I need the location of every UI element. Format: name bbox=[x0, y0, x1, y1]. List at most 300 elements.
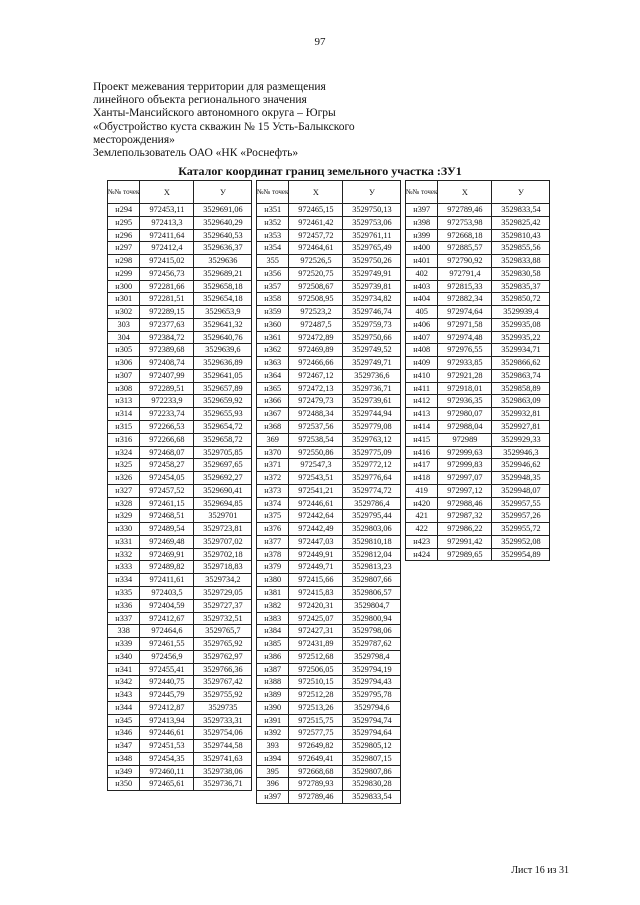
cell-point: н364 bbox=[257, 369, 289, 382]
cell-y: 3529957,55 bbox=[492, 497, 550, 510]
table-row bbox=[406, 523, 550, 536]
cell-y: 3529746,74 bbox=[343, 306, 401, 319]
cell-y: 3529753,06 bbox=[343, 216, 401, 229]
cell-x: 972506,05 bbox=[289, 663, 343, 676]
table-row bbox=[257, 459, 401, 472]
cell-point: н373 bbox=[257, 484, 289, 497]
cell-x: 972442,49 bbox=[289, 523, 343, 536]
cell-point: н387 bbox=[257, 663, 289, 676]
table-row bbox=[257, 561, 401, 574]
table-row bbox=[108, 382, 252, 395]
cell-y: 3529935,08 bbox=[492, 318, 550, 331]
cell-y: 3529655,93 bbox=[194, 408, 252, 421]
cell-point: 393 bbox=[257, 740, 289, 753]
cell-point: 395 bbox=[257, 765, 289, 778]
table-row bbox=[108, 548, 252, 561]
cell-point: н389 bbox=[257, 689, 289, 702]
cell-x: 972456,73 bbox=[140, 267, 194, 280]
cell-point: н385 bbox=[257, 638, 289, 651]
cell-point: н366 bbox=[257, 395, 289, 408]
cell-x: 972649,82 bbox=[289, 740, 343, 753]
cell-x: 972988,46 bbox=[438, 497, 492, 510]
cell-x: 972991,42 bbox=[438, 535, 492, 548]
cell-y: 3529657,89 bbox=[194, 382, 252, 395]
cell-point: н357 bbox=[257, 280, 289, 293]
cell-point: н302 bbox=[108, 306, 140, 319]
cell-x: 972933,85 bbox=[438, 357, 492, 370]
cell-y: 3529810,18 bbox=[343, 535, 401, 548]
table-row bbox=[406, 344, 550, 357]
cell-y: 3529794,6 bbox=[343, 701, 401, 714]
cell-y: 3529738,06 bbox=[194, 765, 252, 778]
cell-y: 3529754,06 bbox=[194, 727, 252, 740]
table-row bbox=[257, 446, 401, 459]
cell-y: 3529723,81 bbox=[194, 523, 252, 536]
cell-point: 355 bbox=[257, 255, 289, 268]
cell-point: н363 bbox=[257, 357, 289, 370]
cell-point: 369 bbox=[257, 433, 289, 446]
table-row bbox=[406, 548, 550, 561]
cell-y: 3529833,88 bbox=[492, 255, 550, 268]
cell-x: 972445,79 bbox=[140, 689, 194, 702]
cell-x: 972469,91 bbox=[140, 548, 194, 561]
cell-y: 3529636,89 bbox=[194, 357, 252, 370]
cell-point: 396 bbox=[257, 778, 289, 791]
cell-y: 3529653,9 bbox=[194, 306, 252, 319]
cell-x: 972999,63 bbox=[438, 446, 492, 459]
cell-x: 972510,15 bbox=[289, 676, 343, 689]
table-row bbox=[257, 267, 401, 280]
cell-point: н348 bbox=[108, 752, 140, 765]
cell-x: 972472,89 bbox=[289, 331, 343, 344]
cell-y: 3529787,62 bbox=[343, 638, 401, 651]
cell-y: 3529767,42 bbox=[194, 676, 252, 689]
cell-point: н391 bbox=[257, 714, 289, 727]
cell-point: н344 bbox=[108, 701, 140, 714]
table-row bbox=[108, 472, 252, 485]
cell-x: 972449,91 bbox=[289, 548, 343, 561]
cell-y: 3529697,65 bbox=[194, 459, 252, 472]
table-row bbox=[406, 318, 550, 331]
cell-y: 3529794,19 bbox=[343, 663, 401, 676]
cell-y: 3529946,62 bbox=[492, 459, 550, 472]
table-row bbox=[108, 689, 252, 702]
cell-point: н412 bbox=[406, 395, 438, 408]
table-row bbox=[257, 689, 401, 702]
cell-x: 972420,31 bbox=[289, 599, 343, 612]
col-header-point: №№ точек bbox=[108, 181, 140, 204]
cell-y: 3529774,72 bbox=[343, 484, 401, 497]
cell-x: 972489,54 bbox=[140, 523, 194, 536]
cell-x: 972472,13 bbox=[289, 382, 343, 395]
cell-y: 3529750,26 bbox=[343, 255, 401, 268]
cell-x: 972465,15 bbox=[289, 204, 343, 217]
cell-y: 3529765,7 bbox=[194, 625, 252, 638]
cell-x: 972404,59 bbox=[140, 599, 194, 612]
cell-y: 3529779,08 bbox=[343, 421, 401, 434]
cell-y: 3529689,21 bbox=[194, 267, 252, 280]
cell-x: 972986,22 bbox=[438, 523, 492, 536]
table-row bbox=[108, 727, 252, 740]
table-row bbox=[406, 421, 550, 434]
cell-x: 972988,04 bbox=[438, 421, 492, 434]
cell-x: 972469,89 bbox=[289, 344, 343, 357]
cell-x: 972411,61 bbox=[140, 574, 194, 587]
cell-x: 972457,52 bbox=[140, 484, 194, 497]
cell-x: 972520,75 bbox=[289, 267, 343, 280]
cell-x: 972513,26 bbox=[289, 701, 343, 714]
cell-x: 972442,64 bbox=[289, 510, 343, 523]
cell-x: 972479,73 bbox=[289, 395, 343, 408]
cell-point: н423 bbox=[406, 535, 438, 548]
col-header-y: У bbox=[194, 181, 252, 204]
table-row bbox=[108, 676, 252, 689]
cell-point: н399 bbox=[406, 229, 438, 242]
table-row bbox=[108, 267, 252, 280]
cell-y: 3529812,04 bbox=[343, 548, 401, 561]
table-row bbox=[108, 369, 252, 382]
table-row bbox=[108, 204, 252, 217]
cell-x: 972997,12 bbox=[438, 484, 492, 497]
cell-point: н360 bbox=[257, 318, 289, 331]
cell-x: 972415,02 bbox=[140, 255, 194, 268]
cell-y: 3529807,66 bbox=[343, 574, 401, 587]
cell-y: 3529690,41 bbox=[194, 484, 252, 497]
cell-y: 3529734,2 bbox=[194, 574, 252, 587]
cell-point: н371 bbox=[257, 459, 289, 472]
cell-y: 3529701 bbox=[194, 510, 252, 523]
table-row bbox=[406, 484, 550, 497]
cell-point: н361 bbox=[257, 331, 289, 344]
cell-y: 3529800,94 bbox=[343, 612, 401, 625]
table-row bbox=[108, 242, 252, 255]
table-row bbox=[257, 701, 401, 714]
cell-x: 972289,51 bbox=[140, 382, 194, 395]
cell-point: 405 bbox=[406, 306, 438, 319]
cell-point: н415 bbox=[406, 433, 438, 446]
cell-y: 3529736,6 bbox=[343, 369, 401, 382]
cell-y: 3529640,76 bbox=[194, 331, 252, 344]
cell-point: н411 bbox=[406, 382, 438, 395]
table-row bbox=[406, 535, 550, 548]
table-row bbox=[406, 395, 550, 408]
cell-y: 3529744,94 bbox=[343, 408, 401, 421]
cell-y: 3529833,54 bbox=[343, 791, 401, 804]
cell-x: 972885,57 bbox=[438, 242, 492, 255]
cell-y: 3529855,56 bbox=[492, 242, 550, 255]
cell-y: 3529640,53 bbox=[194, 229, 252, 242]
table-row bbox=[257, 357, 401, 370]
cell-y: 3529798,06 bbox=[343, 625, 401, 638]
cell-x: 972468,51 bbox=[140, 510, 194, 523]
cell-x: 972465,61 bbox=[140, 778, 194, 791]
table-row bbox=[406, 229, 550, 242]
table-row bbox=[108, 446, 252, 459]
cell-point: н414 bbox=[406, 421, 438, 434]
cell-y: 3529733,31 bbox=[194, 714, 252, 727]
cell-y: 3529806,57 bbox=[343, 586, 401, 599]
cell-y: 3529739,61 bbox=[343, 395, 401, 408]
cell-y: 3529641,32 bbox=[194, 318, 252, 331]
cell-point: н305 bbox=[108, 344, 140, 357]
table-row bbox=[257, 714, 401, 727]
cell-point: н370 bbox=[257, 446, 289, 459]
table-row bbox=[108, 778, 252, 791]
cell-x: 972668,18 bbox=[438, 229, 492, 242]
cell-point: н382 bbox=[257, 599, 289, 612]
cell-y: 3529786,4 bbox=[343, 497, 401, 510]
cell-point: н384 bbox=[257, 625, 289, 638]
cell-point: н365 bbox=[257, 382, 289, 395]
cell-point: н349 bbox=[108, 765, 140, 778]
table-row bbox=[108, 625, 252, 638]
table-row bbox=[257, 216, 401, 229]
cell-x: 972508,67 bbox=[289, 280, 343, 293]
table-row bbox=[257, 727, 401, 740]
cell-x: 972449,71 bbox=[289, 561, 343, 574]
cell-point: н327 bbox=[108, 484, 140, 497]
table-row bbox=[257, 497, 401, 510]
table-row bbox=[108, 331, 252, 344]
cell-y: 3529798,4 bbox=[343, 650, 401, 663]
header-line: «Обустройство куста скважин № 15 Усть-Балыкского bbox=[93, 120, 355, 133]
cell-point: н376 bbox=[257, 523, 289, 536]
cell-point: н401 bbox=[406, 255, 438, 268]
cell-x: 972523,2 bbox=[289, 306, 343, 319]
table-row bbox=[257, 395, 401, 408]
cell-point: н298 bbox=[108, 255, 140, 268]
cell-y: 3529761,11 bbox=[343, 229, 401, 242]
table-row bbox=[108, 229, 252, 242]
table-row bbox=[406, 369, 550, 382]
cell-point: н417 bbox=[406, 459, 438, 472]
cell-y: 3529744,58 bbox=[194, 740, 252, 753]
cell-point: н342 bbox=[108, 676, 140, 689]
table-row bbox=[257, 791, 401, 804]
cell-x: 972918,01 bbox=[438, 382, 492, 395]
cell-y: 3529955,72 bbox=[492, 523, 550, 536]
table-row bbox=[406, 216, 550, 229]
table-row bbox=[257, 676, 401, 689]
table-row bbox=[257, 421, 401, 434]
cell-point: 402 bbox=[406, 267, 438, 280]
cell-x: 972412,67 bbox=[140, 612, 194, 625]
cell-x: 972512,28 bbox=[289, 689, 343, 702]
table-row bbox=[257, 663, 401, 676]
cell-point: н337 bbox=[108, 612, 140, 625]
cell-y: 3529794,64 bbox=[343, 727, 401, 740]
table-row bbox=[406, 280, 550, 293]
cell-point: н386 bbox=[257, 650, 289, 663]
cell-x: 972997,07 bbox=[438, 472, 492, 485]
cell-point: н410 bbox=[406, 369, 438, 382]
cell-point: н326 bbox=[108, 472, 140, 485]
table-row bbox=[406, 446, 550, 459]
table-row bbox=[108, 663, 252, 676]
cell-point: н397 bbox=[257, 791, 289, 804]
cell-x: 972541,21 bbox=[289, 484, 343, 497]
cell-x: 972458,27 bbox=[140, 459, 194, 472]
cell-y: 3529727,37 bbox=[194, 599, 252, 612]
cell-y: 3529705,85 bbox=[194, 446, 252, 459]
table-row bbox=[108, 459, 252, 472]
cell-y: 3529763,12 bbox=[343, 433, 401, 446]
table-row bbox=[257, 280, 401, 293]
cell-x: 972377,63 bbox=[140, 318, 194, 331]
cell-x: 972451,53 bbox=[140, 740, 194, 753]
cell-x: 972431,89 bbox=[289, 638, 343, 651]
cell-x: 972999,83 bbox=[438, 459, 492, 472]
cell-x: 972543,51 bbox=[289, 472, 343, 485]
table-row bbox=[406, 497, 550, 510]
cell-x: 972974,64 bbox=[438, 306, 492, 319]
cell-y: 3529863,09 bbox=[492, 395, 550, 408]
cell-y: 3529866,62 bbox=[492, 357, 550, 370]
cell-point: н316 bbox=[108, 433, 140, 446]
cell-point: н352 bbox=[257, 216, 289, 229]
table-row bbox=[108, 255, 252, 268]
cell-x: 972668,68 bbox=[289, 765, 343, 778]
cell-point: н400 bbox=[406, 242, 438, 255]
header-line: Проект межевания территории для размещения bbox=[93, 81, 326, 93]
cell-y: 3529734,82 bbox=[343, 293, 401, 306]
cell-x: 972461,55 bbox=[140, 638, 194, 651]
table-header-row bbox=[406, 181, 550, 204]
cell-point: н299 bbox=[108, 267, 140, 280]
cell-point: н331 bbox=[108, 535, 140, 548]
header-line: линейного объекта регионального значения bbox=[93, 94, 307, 107]
cell-x: 972403,5 bbox=[140, 586, 194, 599]
table-row bbox=[257, 331, 401, 344]
cell-x: 972789,93 bbox=[289, 778, 343, 791]
cell-y: 3529858,89 bbox=[492, 382, 550, 395]
cell-y: 3529694,85 bbox=[194, 497, 252, 510]
cell-x: 972790,92 bbox=[438, 255, 492, 268]
cell-x: 972281,51 bbox=[140, 293, 194, 306]
cell-x: 972987,32 bbox=[438, 510, 492, 523]
table-row bbox=[257, 242, 401, 255]
table-row bbox=[406, 510, 550, 523]
table-row bbox=[257, 778, 401, 791]
cell-point: н377 bbox=[257, 535, 289, 548]
cell-point: н295 bbox=[108, 216, 140, 229]
cell-point: н340 bbox=[108, 650, 140, 663]
table-row bbox=[108, 497, 252, 510]
cell-x: 972538,54 bbox=[289, 433, 343, 446]
table-row bbox=[257, 574, 401, 587]
cell-y: 3529749,71 bbox=[343, 357, 401, 370]
cell-point: н408 bbox=[406, 344, 438, 357]
cell-point: н351 bbox=[257, 204, 289, 217]
cell-x: 972464,61 bbox=[289, 242, 343, 255]
cell-y: 3529807,15 bbox=[343, 752, 401, 765]
table-row bbox=[108, 752, 252, 765]
cell-x: 972577,75 bbox=[289, 727, 343, 740]
cell-point: н380 bbox=[257, 574, 289, 587]
cell-x: 972488,34 bbox=[289, 408, 343, 421]
cell-x: 972460,11 bbox=[140, 765, 194, 778]
cell-point: н335 bbox=[108, 586, 140, 599]
table-row bbox=[257, 229, 401, 242]
table-row bbox=[257, 535, 401, 548]
cell-point: н347 bbox=[108, 740, 140, 753]
cell-x: 972412,4 bbox=[140, 242, 194, 255]
table-row bbox=[257, 382, 401, 395]
table-row bbox=[108, 561, 252, 574]
table-row bbox=[257, 204, 401, 217]
cell-x: 972281,66 bbox=[140, 280, 194, 293]
cell-y: 3529765,92 bbox=[194, 638, 252, 651]
cell-y: 3529807,86 bbox=[343, 765, 401, 778]
cell-x: 972447,03 bbox=[289, 535, 343, 548]
table-row bbox=[406, 204, 550, 217]
cell-point: н403 bbox=[406, 280, 438, 293]
cell-y: 3529659,92 bbox=[194, 395, 252, 408]
cell-y: 3529749,52 bbox=[343, 344, 401, 357]
cell-point: н379 bbox=[257, 561, 289, 574]
cell-point: н297 bbox=[108, 242, 140, 255]
table-header-row bbox=[257, 181, 401, 204]
cell-x: 972547,3 bbox=[289, 459, 343, 472]
cell-y: 3529804,7 bbox=[343, 599, 401, 612]
table-row bbox=[108, 510, 252, 523]
cell-x: 972384,72 bbox=[140, 331, 194, 344]
cell-point: н383 bbox=[257, 612, 289, 625]
cell-y: 3529813,23 bbox=[343, 561, 401, 574]
table-row bbox=[406, 357, 550, 370]
cell-y: 3529935,22 bbox=[492, 331, 550, 344]
cell-point: н294 bbox=[108, 204, 140, 217]
table-row bbox=[257, 523, 401, 536]
cell-y: 3529658,72 bbox=[194, 433, 252, 446]
cell-point: н339 bbox=[108, 638, 140, 651]
cell-x: 972487,5 bbox=[289, 318, 343, 331]
cell-point: н315 bbox=[108, 421, 140, 434]
catalog-title: Каталог координат границ земельного участка :ЗУ1 bbox=[178, 164, 462, 178]
table-row bbox=[257, 472, 401, 485]
cell-point: н407 bbox=[406, 331, 438, 344]
cell-point: н324 bbox=[108, 446, 140, 459]
table-row bbox=[108, 586, 252, 599]
table-row bbox=[406, 255, 550, 268]
cell-x: 972550,86 bbox=[289, 446, 343, 459]
cell-x: 972413,94 bbox=[140, 714, 194, 727]
cell-point: 304 bbox=[108, 331, 140, 344]
cell-point: н343 bbox=[108, 689, 140, 702]
cell-point: н332 bbox=[108, 548, 140, 561]
cell-x: 972456,9 bbox=[140, 650, 194, 663]
cell-y: 3529732,51 bbox=[194, 612, 252, 625]
table-row bbox=[108, 650, 252, 663]
table-row bbox=[406, 306, 550, 319]
table-row bbox=[108, 740, 252, 753]
cell-point: н374 bbox=[257, 497, 289, 510]
table-row bbox=[257, 318, 401, 331]
cell-y: 3529654,18 bbox=[194, 293, 252, 306]
table-row bbox=[257, 484, 401, 497]
table-row bbox=[108, 421, 252, 434]
cell-x: 972413,3 bbox=[140, 216, 194, 229]
cell-x: 972457,72 bbox=[289, 229, 343, 242]
col-header-x: X bbox=[140, 181, 194, 204]
cell-y: 3529932,81 bbox=[492, 408, 550, 421]
cell-x: 972974,48 bbox=[438, 331, 492, 344]
table-row bbox=[406, 331, 550, 344]
project-header bbox=[93, 81, 513, 160]
cell-y: 3529825,42 bbox=[492, 216, 550, 229]
cell-x: 972976,55 bbox=[438, 344, 492, 357]
cell-x: 972415,66 bbox=[289, 574, 343, 587]
